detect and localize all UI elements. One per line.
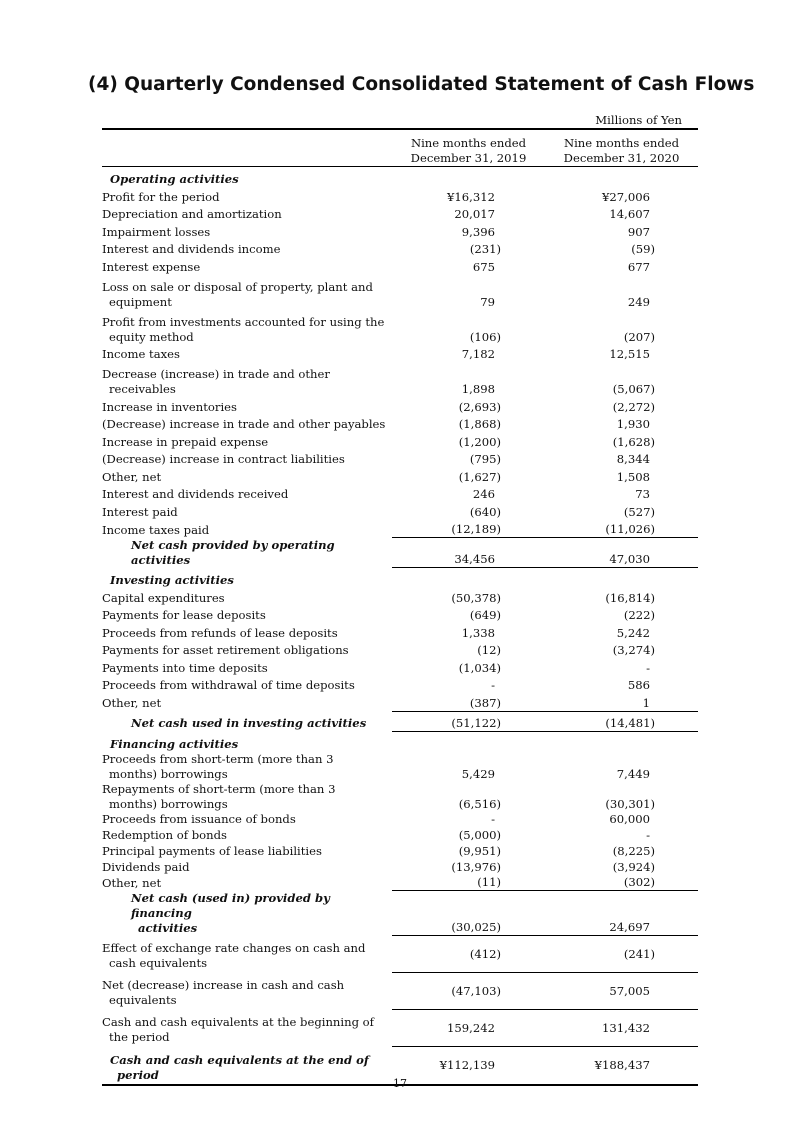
summary-2020: 57,005 <box>545 973 698 1010</box>
line-item-label: Other, net <box>102 696 162 710</box>
line-item-label: Interest paid <box>102 504 178 519</box>
operating-line-item <box>102 240 698 258</box>
line-item-label: Income taxes paid <box>102 522 210 537</box>
line-item-label: Proceeds from withdrawal of time deposits <box>102 678 355 692</box>
value-2020: (527) <box>623 504 655 519</box>
value-2020: 1,508 <box>616 469 650 484</box>
ending-cash-label: Cash and cash equivalents at the end of period <box>102 1047 392 1085</box>
financing-line-item <box>102 843 698 859</box>
value-2019: 20,017 <box>454 207 495 221</box>
summary-row <box>102 1010 698 1047</box>
operating-line-item <box>102 310 698 345</box>
value-2019: (1,627) <box>458 469 501 484</box>
line-item-label: Loss on sale or disposal of property, plant and equipment <box>102 279 373 309</box>
summary-2020: 131,432 <box>545 1010 698 1047</box>
financing-line-item <box>102 812 698 828</box>
value-2019: (12) <box>477 643 501 657</box>
operating-subtotal-row <box>102 538 698 568</box>
value-2020: 5,242 <box>616 625 650 640</box>
value-2020: ¥27,006 <box>602 189 650 204</box>
line-item-label: Proceeds from refunds of lease deposits <box>102 625 338 640</box>
investing-line-item <box>102 606 698 624</box>
value-2019: (9,951) <box>458 843 501 858</box>
financing-line-item <box>102 859 698 875</box>
value-2019: (231) <box>469 242 501 256</box>
value-2020: - <box>646 828 650 843</box>
financing-line-item <box>102 875 698 891</box>
summary-row <box>102 973 698 1010</box>
subtotal-label: Net cash (used in) provided by financing activities <box>131 890 330 935</box>
value-2020: (207) <box>623 329 655 344</box>
financing-subtotal-row <box>102 891 698 936</box>
operating-line-item <box>102 345 698 363</box>
value-2020: 12,515 <box>609 347 650 361</box>
value-2020: (8,225) <box>612 843 655 858</box>
value-2019: 1,338 <box>461 625 495 640</box>
summary-2019: (412) <box>392 936 545 973</box>
financing-section-heading: Financing activities <box>110 736 239 751</box>
line-item-label: Payments into time deposits <box>102 660 268 675</box>
value-2019: (1,034) <box>458 660 501 675</box>
units-row <box>102 112 698 129</box>
value-2019: ¥16,312 <box>447 189 495 204</box>
line-item-label: Proceeds from issuance of bonds <box>102 812 296 827</box>
page-number: 17 <box>393 1077 407 1090</box>
value-2020: (59) <box>631 242 655 256</box>
column-header-row <box>102 129 698 167</box>
summary-label: Effect of exchange rate changes on cash and cash equivalents <box>102 940 366 970</box>
value-2019: (387) <box>469 695 501 710</box>
value-2019: (11) <box>477 875 501 890</box>
value-2019: (5,000) <box>458 828 501 843</box>
operating-line-item <box>102 432 698 450</box>
value-2020: (16,814) <box>605 590 655 605</box>
value-2019: - <box>491 678 495 692</box>
line-item-label: Principal payments of lease liabilities <box>102 843 322 858</box>
value-2019: (106) <box>469 329 501 344</box>
value-2020: (11,026) <box>605 522 655 536</box>
value-2020: (302) <box>623 875 655 890</box>
line-item-label: Increase in inventories <box>102 399 237 414</box>
line-item-label: Increase in prepaid expense <box>102 434 269 449</box>
value-2020: (222) <box>623 608 655 622</box>
line-item-label: Interest and dividends income <box>102 242 281 256</box>
investing-subtotal-row <box>102 711 698 731</box>
value-2019: (12,189) <box>451 522 501 536</box>
value-2019: 7,182 <box>461 347 495 361</box>
value-2019: 79 <box>480 294 495 309</box>
summary-label: Net (decrease) increase in cash and cash equivalents <box>102 977 345 1007</box>
investing-section-heading: Investing activities <box>110 573 234 587</box>
value-2019: (795) <box>469 452 501 466</box>
value-2019: (13,976) <box>451 859 501 874</box>
value-2019: (649) <box>469 608 501 622</box>
units-label: Millions of Yen <box>595 113 682 127</box>
value-2019: 675 <box>472 259 495 274</box>
line-item-label: Dividends paid <box>102 859 190 874</box>
value-2019: 246 <box>472 487 495 501</box>
line-item-label: Profit from investments accounted for using the equity method <box>102 314 385 344</box>
value-2019: (1,868) <box>458 417 501 431</box>
page-title: (4) Quarterly Condensed Consolidated Statement of Cash Flows <box>88 74 755 95</box>
line-item-label: (Decrease) increase in contract liabilities <box>102 452 345 466</box>
value-2020: 73 <box>635 487 650 501</box>
financing-line-item <box>102 827 698 843</box>
operating-line-item <box>102 520 698 538</box>
line-item-label: Depreciation and amortization <box>102 207 282 221</box>
investing-line-item <box>102 641 698 659</box>
subtotal-label: Net cash provided by operating activities <box>131 537 335 567</box>
value-2020: (30,301) <box>605 796 655 811</box>
line-item-label: Decrease (increase) in trade and other receivables <box>102 367 330 396</box>
summary-label: Cash and cash equivalents at the beginning of the period <box>102 1014 374 1044</box>
line-item-label: Redemption of bonds <box>102 828 227 843</box>
investing-line-item <box>102 676 698 694</box>
operating-line-item <box>102 362 698 397</box>
subtotal-2020: 24,697 <box>545 891 698 936</box>
value-2020: 14,607 <box>609 207 650 221</box>
operating-section-heading: Operating activities <box>110 172 239 186</box>
value-2019: (640) <box>469 504 501 519</box>
column-header-2019: Nine months ended December 31, 2019 <box>392 129 545 167</box>
subtotal-2019: (51,122) <box>392 711 545 731</box>
investing-line-item <box>102 658 698 676</box>
line-item-label: Interest and dividends received <box>102 487 289 501</box>
operating-line-item <box>102 187 698 205</box>
value-2019: (6,516) <box>458 796 501 811</box>
value-2020: 249 <box>627 294 650 309</box>
operating-line-item <box>102 397 698 415</box>
value-2020: 677 <box>627 259 650 274</box>
financing-line-item <box>102 752 698 782</box>
value-2019: 5,429 <box>461 766 495 781</box>
line-item-label: Impairment losses <box>102 224 211 239</box>
value-2019: (1,200) <box>458 434 501 449</box>
investing-line-item <box>102 693 698 711</box>
value-2019: - <box>491 812 495 827</box>
value-2020: 1,930 <box>616 417 650 431</box>
cash-flow-table <box>102 112 698 1086</box>
subtotal-2020: (14,481) <box>545 711 698 731</box>
value-2020: (5,067) <box>612 382 655 396</box>
value-2020: 60,000 <box>609 812 650 827</box>
line-item-label: Profit for the period <box>102 189 220 204</box>
line-item-label: Repayments of short-term (more than 3 months) borrowings <box>102 781 336 811</box>
subtotal-label: Net cash used in investing activities <box>131 716 367 730</box>
summary-2019: 159,242 <box>392 1010 545 1047</box>
value-2020: (1,628) <box>612 434 655 449</box>
value-2020: 1 <box>642 695 650 710</box>
operating-line-item <box>102 485 698 503</box>
operating-line-item <box>102 275 698 310</box>
operating-line-item <box>102 257 698 275</box>
value-2020: (3,924) <box>612 859 655 874</box>
value-2020: - <box>646 660 650 675</box>
operating-line-item <box>102 222 698 240</box>
investing-line-item <box>102 588 698 606</box>
ending-cash-2019: ¥112,139 <box>392 1047 545 1085</box>
value-2019: (2,693) <box>458 399 501 414</box>
investing-line-item <box>102 623 698 641</box>
value-2019: (50,378) <box>451 590 501 605</box>
subtotal-2020: 47,030 <box>545 538 698 568</box>
line-item-label: Capital expenditures <box>102 590 225 605</box>
line-item-label: Payments for asset retirement obligations <box>102 643 349 657</box>
line-item-label: Other, net <box>102 469 162 484</box>
line-item-label: Other, net <box>102 875 162 890</box>
value-2020: 907 <box>627 224 650 239</box>
value-2019: 1,898 <box>461 382 495 396</box>
line-item-label: Income taxes <box>102 347 180 361</box>
operating-line-item <box>102 450 698 468</box>
value-2020: 586 <box>627 678 650 692</box>
subtotal-2019: 34,456 <box>392 538 545 568</box>
value-2019: 9,396 <box>461 224 495 239</box>
value-2020: (3,274) <box>612 643 655 657</box>
value-2020: 8,344 <box>616 452 650 466</box>
value-2020: (2,272) <box>612 399 655 414</box>
line-item-label: Interest expense <box>102 259 201 274</box>
value-2020: 7,449 <box>616 766 650 781</box>
line-item-label: (Decrease) increase in trade and other payables <box>102 417 386 431</box>
summary-row <box>102 936 698 973</box>
summary-2019: (47,103) <box>392 973 545 1010</box>
operating-line-item <box>102 415 698 433</box>
line-item-label: Payments for lease deposits <box>102 608 266 622</box>
operating-line-item <box>102 467 698 485</box>
ending-cash-2020: ¥188,437 <box>545 1047 698 1085</box>
operating-line-item <box>102 205 698 223</box>
summary-2020: (241) <box>545 936 698 973</box>
column-header-2020: Nine months ended December 31, 2020 <box>545 129 698 167</box>
financing-line-item <box>102 782 698 812</box>
operating-line-item <box>102 502 698 520</box>
line-item-label: Proceeds from short-term (more than 3 months) borrowings <box>102 751 334 781</box>
subtotal-2019: (30,025) <box>392 891 545 936</box>
